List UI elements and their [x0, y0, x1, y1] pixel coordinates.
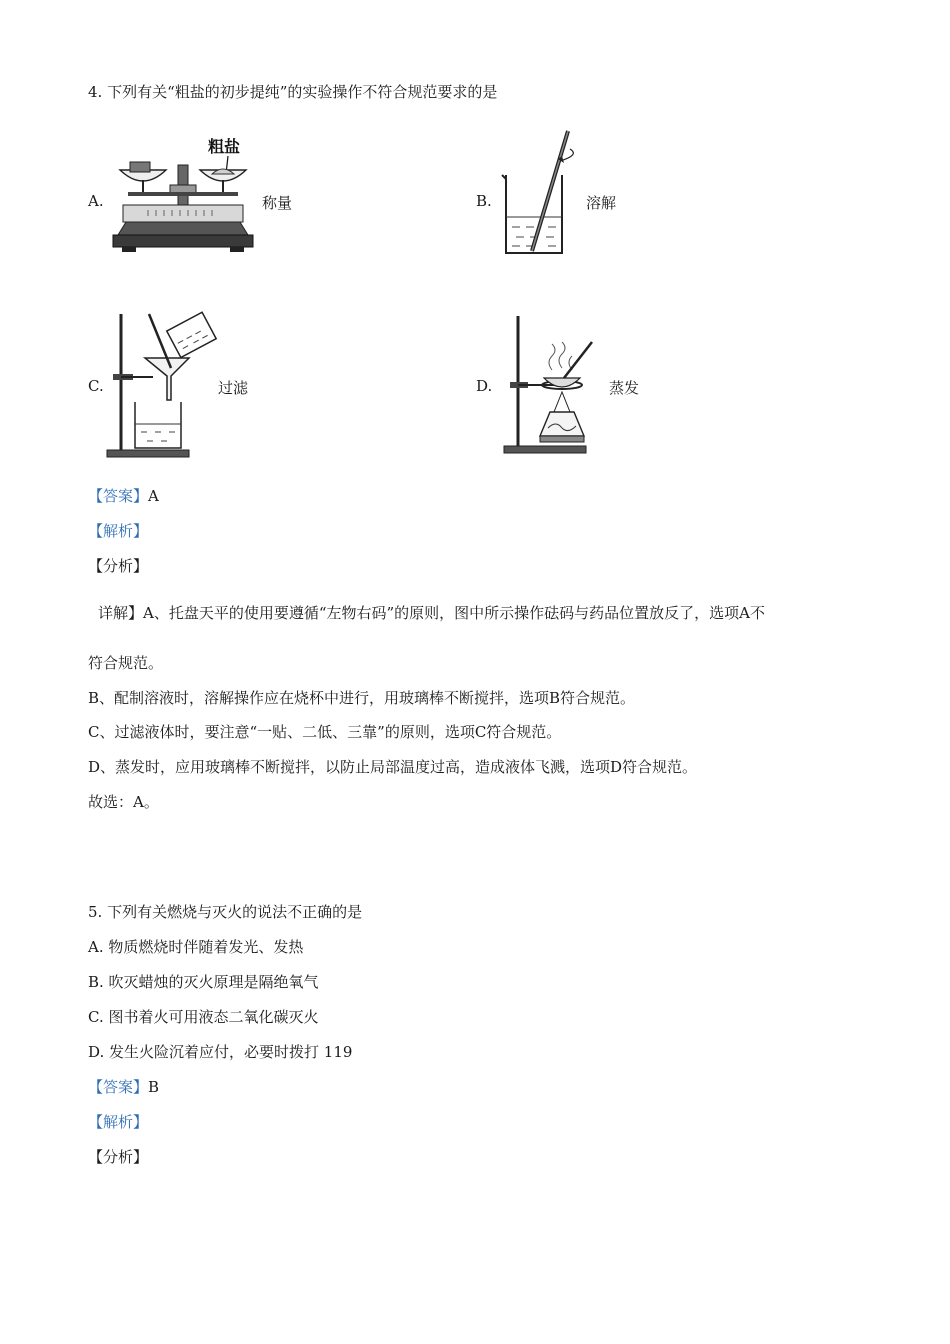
salt-callout: 粗盐	[208, 139, 241, 156]
q5-answer-line	[88, 1077, 159, 1097]
q5-option-b: B. 吹灭蜡烛的灭火原理是隔绝氧气	[88, 973, 319, 991]
q4-detail-d: D、蒸发时，应用玻璃棒不断搅拌，以防止局部温度过高，造成液体飞溅，选项D符合规范。	[88, 758, 698, 776]
q4-option-b-letter: B.	[476, 192, 492, 210]
q4-detail-1: 详解】A、托盘天平的使用要遵循“左物右码”的原则，图中所示操作砝码与药品位置放反了，选项A不	[98, 604, 766, 622]
evaporation-figure	[500, 312, 600, 458]
q4-stem: 4. 下列有关“粗盐的初步提纯”的实验操作不符合规范要求的是	[88, 83, 498, 101]
q4-detail-b: B、配制溶液时，溶解操作应在烧杯中进行，用玻璃棒不断搅拌，选项B符合规范。	[88, 689, 636, 707]
q4-option-a-label: 称量	[262, 194, 293, 212]
q4-option-c-letter: C.	[88, 377, 104, 395]
q5-option-a: A. 物质燃烧时伴随着发光、发热	[88, 938, 304, 956]
q5-stem: 5. 下列有关燃烧与灭火的说法不正确的是	[88, 903, 363, 921]
balance-figure	[108, 130, 258, 255]
filtration-figure	[105, 310, 220, 460]
q4-analysis-tag: 【解析】	[88, 522, 149, 540]
q4-conclusion: 故选：A。	[88, 793, 159, 811]
q5-option-d: D. 发生火险沉着应付，必要时拨打 119	[88, 1043, 353, 1061]
q5-analysis-tag: 【解析】	[88, 1113, 149, 1131]
q4-fenxi-tag: 【分析】	[88, 557, 149, 575]
q4-answer-line	[88, 486, 159, 506]
q4-option-a-letter: A.	[88, 192, 104, 210]
q5-fenxi-tag: 【分析】	[88, 1148, 149, 1166]
q4-answer: A	[148, 487, 159, 505]
q4-detail-c: C、过滤液体时，要注意“一贴、二低、三靠”的原则，选项C符合规范。	[88, 723, 562, 741]
q4-detail-2: 符合规范。	[88, 654, 164, 672]
answer-tag: 【答案】	[88, 1078, 149, 1096]
q4-option-d-letter: D.	[476, 377, 493, 395]
q4-option-d-label: 蒸发	[609, 379, 640, 397]
dissolve-figure	[500, 125, 580, 260]
q4-option-c-label: 过滤	[218, 379, 249, 397]
answer-tag: 【答案】	[88, 487, 149, 505]
q4-option-b-label: 溶解	[586, 194, 617, 212]
q5-answer: B	[148, 1078, 160, 1096]
q5-option-c: C. 图书着火可用液态二氧化碳灭火	[88, 1008, 319, 1026]
